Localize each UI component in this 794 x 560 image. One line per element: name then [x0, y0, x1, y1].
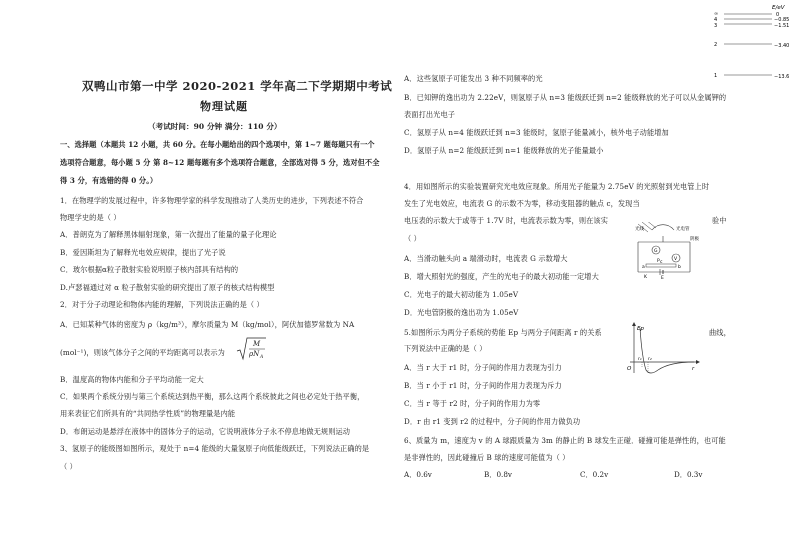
level-e-4: −0.85 [774, 17, 790, 23]
q1-stem: 1．在物理学的发展过程中，许多物理学家的科学发现推动了人类历史的进步，下列表述不符合 [60, 196, 364, 205]
q2-option-a-2: (mol⁻¹)，则该气体分子之间的平均距离可以表示为 [60, 348, 225, 357]
q5-stem-2: 下列说法中正确的是（ ） [404, 344, 487, 353]
point-p-label: P [657, 259, 660, 264]
level-e-3: −1.51 [774, 23, 790, 29]
exam-subtitle: 物理试题 [200, 100, 248, 113]
formula-numerator: M [253, 340, 261, 348]
q6-option-c: C．0.2v [580, 470, 609, 479]
ep-axis-label: Ep [637, 326, 644, 332]
cathode-label: 阴极 [690, 237, 699, 242]
q3-option-a: A．这些氢原子可能发出 3 种不同频率的光 [404, 74, 543, 83]
level-e-1: −13.6 [774, 74, 790, 80]
q2-option-d: D．布朗运动是悬浮在液体中的固体分子的运动，它说明液体分子永不停息地做无规则运动 [60, 427, 351, 436]
q1-option-d: D.卢瑟福通过对 α 粒子散射实验的研究提出了原子的核式结构模型 [60, 283, 275, 292]
q5-option-a: A．当 r 大于 r1 时，分子间的作用力表现为引力 [404, 363, 562, 372]
q4-option-a: A．当滑动触头向 a 端滑动时，电流表 G 示数增大 [404, 254, 568, 263]
energy-unit-label: E/eV [772, 5, 785, 11]
q6-option-b: B．0.8v [484, 470, 512, 479]
level-e-inf: 0 [776, 12, 780, 18]
q4-stem-3: 电压表的示数大于或等于 1.7V 时，电流表示数为零，则在该实 [404, 216, 608, 225]
section-heading-3: 得 3 分，有选错的得 0 分。） [60, 176, 158, 185]
formula-denominator: ρN [249, 350, 260, 358]
q5-option-d: D．r 由 r1 变到 r2 的过程中，分子间的作用力做负功 [404, 417, 581, 426]
q5-option-b: B．当 r 小于 r1 时，分子间的作用力表现为斥力 [404, 381, 562, 390]
q6-option-a: A．0.6v [404, 470, 432, 479]
light-label: 光线 [635, 227, 644, 232]
q3-option-b-2: 表面打出光电子 [404, 110, 456, 119]
q1-option-a: A．普朗克为了解释黑体辐射现象，第一次提出了能量的量子化理论 [60, 230, 277, 239]
q4-option-b: B．增大照射光的强度，产生的光电子的最大初动能一定增大 [404, 272, 599, 281]
battery-e-label: E [661, 276, 664, 280]
formula-subscript: A [260, 355, 264, 360]
level-n-inf: ∞ [714, 11, 719, 17]
level-n-1: 1 [714, 73, 718, 79]
q3-option-d: D．氢原子从 n=2 能级跃迁到 n=1 能级释放的光子能量最小 [404, 146, 604, 155]
q6-stem-2: 是非弹性的，因此碰撞后 B 球的速度可能值为（ ） [404, 453, 570, 462]
point-c-label: c [660, 260, 663, 265]
level-n-4: 4 [714, 17, 718, 23]
q3-option-c: C．氢原子从 n=4 能级跃迁到 n=3 能级时，氢原子能量减小，核外电子动能增加 [404, 128, 669, 137]
point-b-label: b [678, 265, 681, 270]
q4-option-c: C．光电子的最大初动能为 1.05eV [404, 290, 519, 299]
galvanometer-label: G [654, 249, 658, 254]
photoelectric-circuit-diagram [634, 222, 714, 280]
q2-option-b: B．温度高的物体内能和分子平均动能一定大 [60, 375, 204, 384]
q4-stem-4: （ ） [404, 234, 421, 243]
r1-label: r₁ [638, 357, 642, 362]
potential-energy-graph [624, 318, 702, 378]
q2-option-c-2: 用来表征它们所具有的“共同热学性质”的物理量是内能 [60, 409, 236, 418]
q4-option-d: D．光电管阴极的逸出功为 1.05eV [404, 308, 519, 317]
r2-label: r₂ [648, 357, 652, 362]
q2-option-c: C．如果两个系统分别与第三个系统达到热平衡，那么这两个系统彼此之间也必定处于热平衡， [60, 392, 365, 401]
q4-stem-2: 发生了光电效应，电流表 G 的示数不为零，移动变阻器的触点 c，发现当 [404, 199, 640, 208]
q5-option-c: C．当 r 等于 r2 时，分子间的作用力为零 [404, 399, 541, 408]
origin-label: O [627, 366, 632, 372]
section-heading: 一、选择题（本题共 12 小题，共 60 分。在每小题给出的四个选项中，第 1~7 题每题只有一个 [60, 140, 375, 149]
level-e-2: −3.40 [774, 43, 790, 49]
q5-stem-tail: 曲线， [709, 328, 731, 337]
q3-option-b: B．已知钾的逸出功为 2.22eV，则氢原子从 n=3 能级跃迁到 n=2 能级释放的光子可以从金属钾的 [404, 93, 727, 102]
level-n-3: 3 [714, 23, 718, 29]
section-heading-2: 选项符合题意，每小题 5 分 第 8~12 题每题有多个选项符合题意，全部选对得 5 分，选对但不全 [60, 158, 380, 167]
q6-option-d: D．0.3v [674, 470, 703, 479]
q1-option-c: C．玻尔根据α粒子散射实验说明原子核内部具有结构的 [60, 265, 239, 274]
q3-stem-2: （ ） [60, 462, 77, 471]
q2-option-a: A．已知某种气体的密度为 ρ（kg/m³），摩尔质量为 M（kg/mol），阿伏加德罗常数为 NA [60, 320, 355, 329]
point-a-label: a [642, 265, 645, 270]
sqrt-formula [236, 336, 266, 362]
q2-stem: 2．对于分子动理论和物体内能的理解，下列说法正确的是（ ） [60, 300, 264, 309]
q6-stem: 6、质量为 m，速度为 v 的 A 球跟质量为 3m 的静止的 B 球发生正碰．碰撞可能是弹性的，也可能 [404, 436, 726, 445]
q5-stem: 5.如图所示为两分子系统的势能 Ep 与两分子间距离 r 的关系 [404, 328, 602, 337]
q1-option-b: B．爱因斯坦为了解释光电效应规律，提出了光子说 [60, 248, 226, 257]
switch-k-label: K [644, 275, 647, 280]
q3-stem: 3、氢原子的能级图如图所示，观处于 n=4 能级的大量氢原子向低能级跃迁，下列说法正确的是 [60, 444, 370, 453]
q1-stem-2: 物理学史的是（ ） [60, 213, 121, 222]
exam-title: 双鸭山市第一中学 2020-2021 学年高二下学期期中考试 [82, 79, 393, 93]
energy-level-diagram [704, 2, 792, 82]
level-n-2: 2 [714, 42, 718, 48]
r-axis-label: r [692, 366, 695, 372]
tube-label: 光电管 [676, 227, 690, 232]
voltmeter-label: V [674, 257, 678, 262]
q4-stem: 4．用如图所示的实验装置研究光电效应现象。所用光子能量为 2.75eV 的光照射到光电管上时 [404, 182, 710, 191]
q4-stem-tail: 验中 [712, 216, 727, 225]
exam-meta: （考试时间：90 分钟 满分：110 分） [148, 122, 282, 131]
